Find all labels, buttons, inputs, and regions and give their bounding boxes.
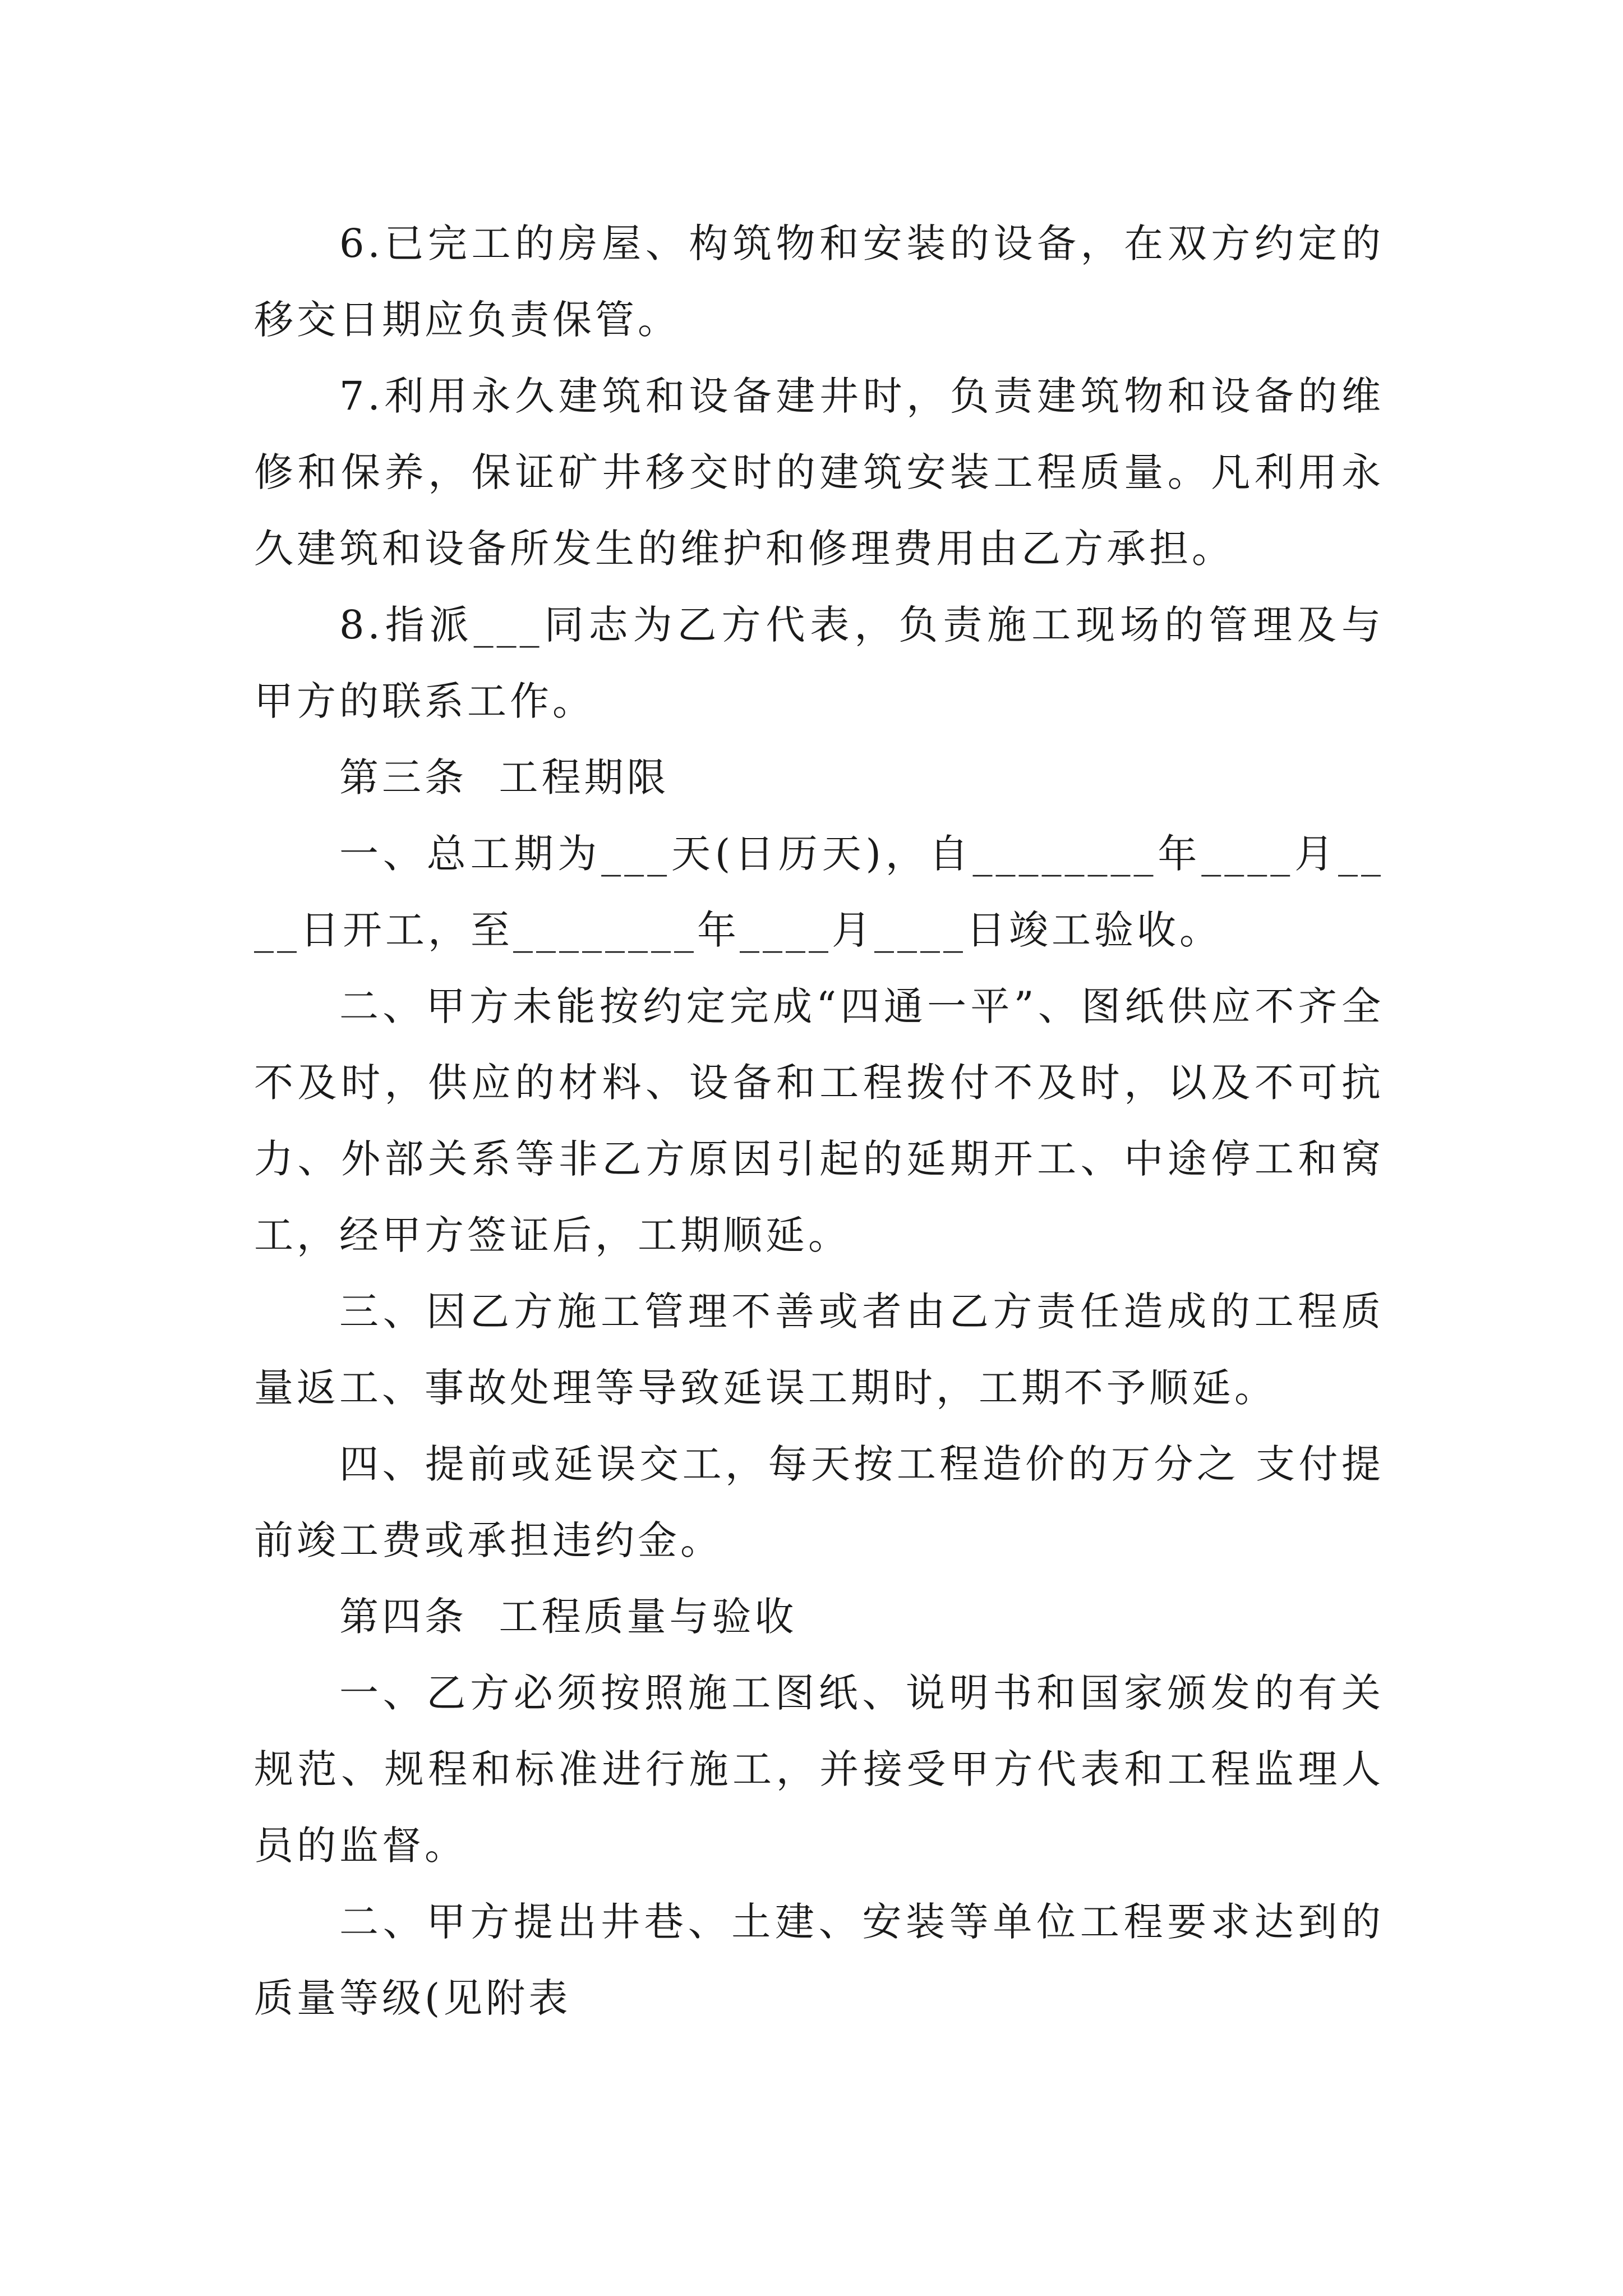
paragraph-no-extension: 三、因乙方施工管理不善或者由乙方责任造成的工程质量返工、事故处理等导致延误工期时，工期不予顺延。 [254,1289,1384,1411]
paragraph-delay-extension: 二、甲方未能按约定完成“四通一平”、图纸供应不齐全不及时，供应的材料、设备和工程拨付不及时，以及不可抗力、外部关系等非乙方原因引起的延期开工、中途停工和窝工，经甲方签证后，工期顺延。 [254,983,1384,1258]
paragraph-item-6: 6.已完工的房屋、构筑物和安装的设备，在双方约定的移交日期应负责保管。 [254,220,1384,343]
paragraph-quality-grade: 二、甲方提出井巷、土建、安装等单位工程要求达到的质量等级(见附表 [254,1899,1384,2021]
document-body [254,205,1384,2036]
paragraph-total-duration: 一、总工期为___天(日历天)，自________年____月____日开工，至________年____月____日竣工验收。 [254,831,1384,953]
section-heading-article-3: 第三条 工程期限 [339,754,670,800]
paragraph-early-late-payment: 四、提前或延误交工，每天按工程造价的万分之 支付提前竣工费或承担违约金。 [254,1441,1384,1563]
paragraph-construction-standards: 一、乙方必须按照施工图纸、说明书和国家颁发的有关规范、规程和标准进行施工，并接受甲方代表和工程监理人员的监督。 [254,1670,1384,1869]
paragraph-item-7: 7.利用永久建筑和设备建井时，负责建筑物和设备的维修和保养，保证矿井移交时的建筑安装工程质量。凡利用永久建筑和设备所发生的维护和修理费用由乙方承担。 [254,373,1384,572]
paragraph-item-8: 8.指派___同志为乙方代表，负责施工现场的管理及与甲方的联系工作。 [254,602,1384,724]
section-heading-article-4: 第四条 工程质量与验收 [339,1594,797,1640]
